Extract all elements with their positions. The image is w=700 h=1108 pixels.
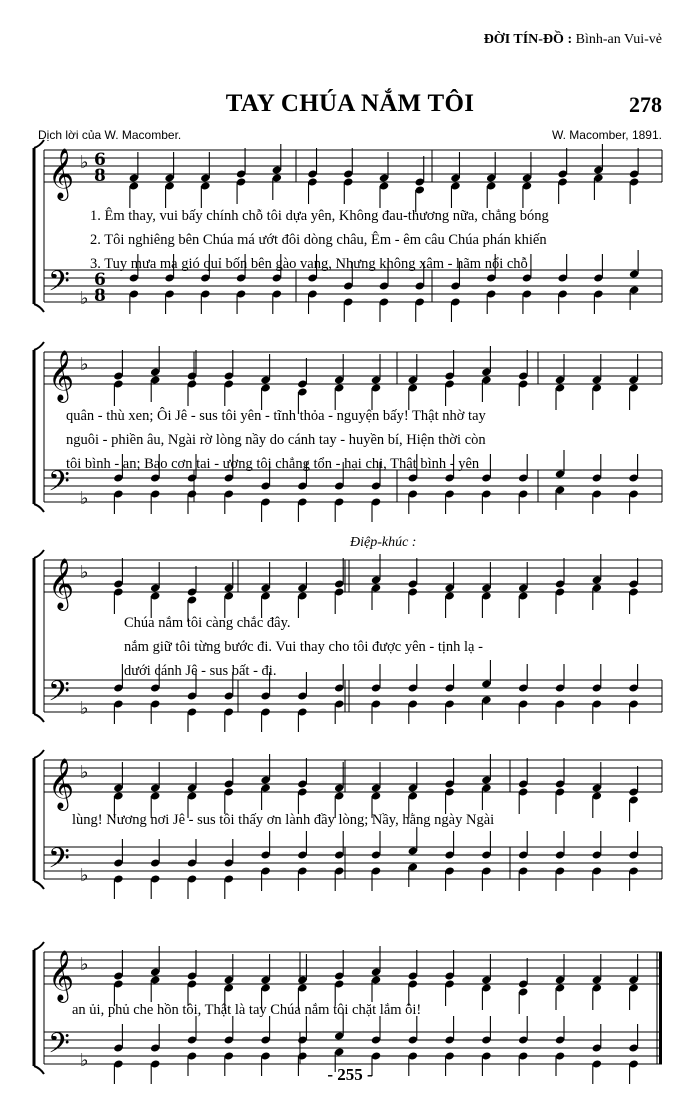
final-thick-barline <box>659 952 662 1064</box>
flat-key-signature-icon: ♭ <box>80 954 89 975</box>
flat-key-signature-icon: ♭ <box>80 1050 89 1071</box>
lyric-line-s3-v1: Chúa nắm tôi càng chắc đây. <box>124 615 291 631</box>
time-signature-numerator: 6 <box>94 270 106 290</box>
bracket-bottom-hook <box>34 1066 44 1074</box>
lyric-line-s1-v1: 1. Êm thay, vui bấy chính chỗ tôi dựa yên, Không đau-thương nữa, chẳng bóng <box>90 208 549 224</box>
bracket-bottom-hook <box>34 504 44 512</box>
flat-key-signature-icon: ♭ <box>80 762 89 783</box>
bracket-bottom-hook <box>34 881 44 889</box>
flat-key-signature-icon: ♭ <box>80 288 89 309</box>
chorus-label: Điệp-khúc : <box>350 535 417 550</box>
flat-key-signature-icon: ♭ <box>80 865 89 886</box>
lyric-line-s3-v3: dưới cánh Jê - sus bất - đi. <box>124 663 277 679</box>
bass-clef-icon: 𝄢 <box>48 265 70 305</box>
flat-key-signature-icon: ♭ <box>80 354 89 375</box>
bass-clef-icon: 𝄢 <box>48 465 70 505</box>
section-title: Bình-an Vui-vẻ <box>575 32 662 47</box>
book-title: ĐỜI TÍN-ĐỒ : <box>483 32 573 47</box>
treble-clef-icon: 𝄞 <box>48 558 75 609</box>
lyric-line-s3-v2: nắm giữ tôi từng bước đi. Vui thay cho tôi được yên - tịnh lạ - <box>124 639 483 655</box>
flat-key-signature-icon: ♭ <box>80 152 89 173</box>
bass-clef-icon: 𝄢 <box>48 842 70 882</box>
hymn-title: TAY CHÚA NẮM TÔI <box>225 90 475 117</box>
lyric-line-s2-v3: tôi bình - an; Bao cơn tai - ương tôi chẳng tổn - hại chi, Thật bình - yên <box>66 456 480 472</box>
lyric-line-s4-v1: lùng! Nương nơi Jê - sus tôi thấy ơn lành đầy lòng; Nầy, hằng ngày Ngài <box>72 812 495 828</box>
lyric-line-s2-v1: quân - thù xen; Ôi Jê - sus tôi yên - tĩnh thỏa - nguyện bấy! Thật nhờ tay <box>66 408 486 424</box>
treble-clef-icon: 𝄞 <box>48 950 75 1001</box>
flat-key-signature-icon: ♭ <box>80 698 89 719</box>
bracket-top-hook <box>34 342 44 350</box>
lyric-line-s1-v2: 2. Tôi nghiêng bên Chúa má ướt đôi dòng châu, Êm - êm câu Chúa phán khiến <box>90 232 547 248</box>
page-number: - 255 - <box>327 1065 373 1084</box>
flat-key-signature-icon: ♭ <box>80 562 89 583</box>
lyric-line-s2-v2: nguôi - phiền âu, Ngài rờ lòng nầy do cánh tay - huyền bí, Hiện thời còn <box>66 432 486 448</box>
hymn-number: 278 <box>629 92 662 117</box>
time-signature-denominator: 8 <box>94 286 106 306</box>
lyric-line-s1-v3: 3. Tuy mưa ma gió quỉ bốn bên gào vang, Nhưng không xâm - hãm nổi chỗ <box>90 256 528 272</box>
bracket-top-hook <box>34 942 44 950</box>
bracket-bottom-hook <box>34 304 44 312</box>
bracket-top-hook <box>34 750 44 758</box>
lyric-line-s5-v1: an ủi, phủ che hồn tôi, Thật là tay Chúa nắm tôi chặt lắm ôi! <box>72 1002 422 1018</box>
treble-clef-icon: 𝄞 <box>48 758 75 809</box>
translator-credit: Dịch lời của W. Macomber. <box>38 128 182 142</box>
bass-clef-icon: 𝄢 <box>48 1027 70 1067</box>
composer-credit: W. Macomber, 1891. <box>551 128 662 142</box>
bracket-bottom-hook <box>34 714 44 722</box>
treble-clef-icon: 𝄞 <box>48 350 75 401</box>
treble-clef-icon: 𝄞 <box>48 148 75 199</box>
bass-clef-icon: 𝄢 <box>48 675 70 715</box>
flat-key-signature-icon: ♭ <box>80 488 89 509</box>
time-signature-denominator: 8 <box>94 166 106 186</box>
time-signature-numerator: 6 <box>94 150 106 170</box>
bracket-top-hook <box>34 550 44 558</box>
bracket-top-hook <box>34 140 44 148</box>
